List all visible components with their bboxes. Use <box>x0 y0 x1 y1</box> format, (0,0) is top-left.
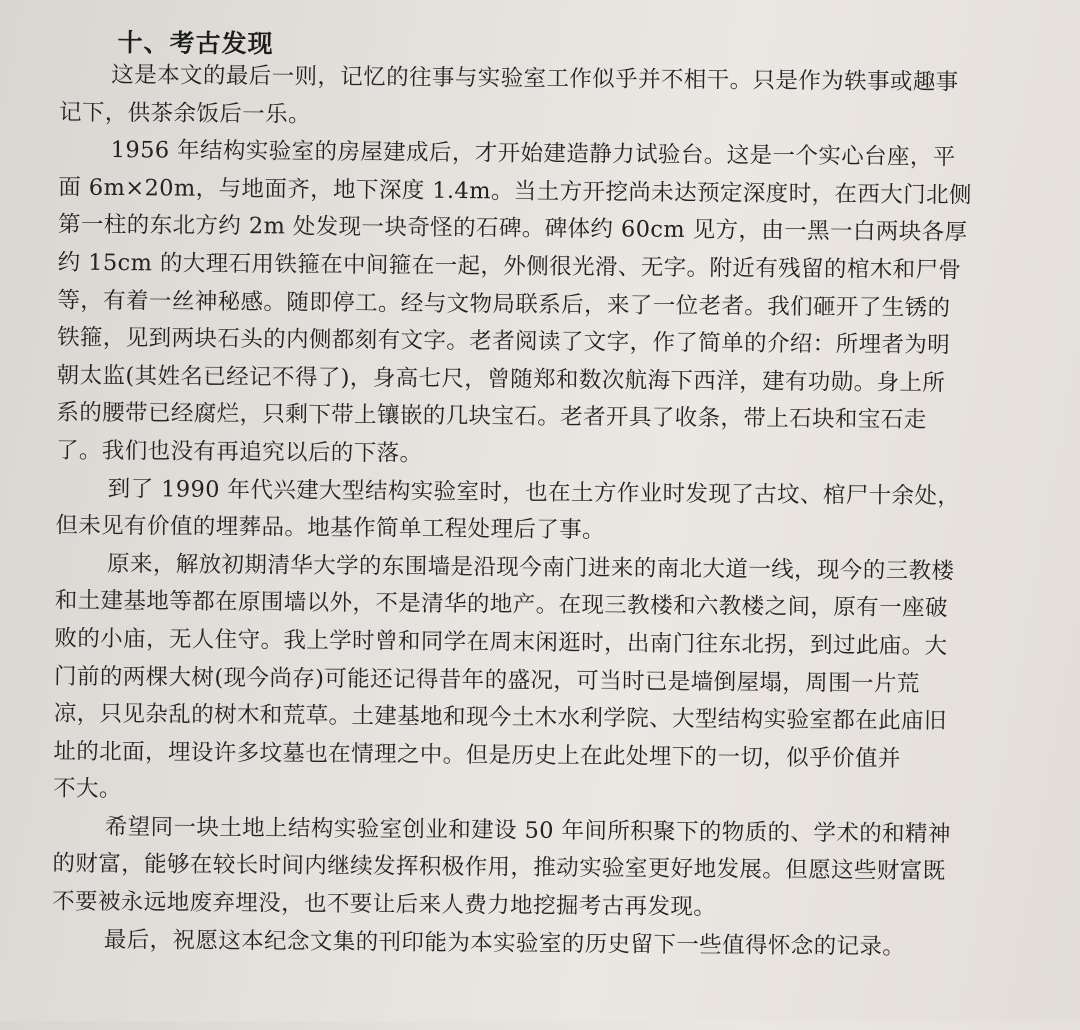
paragraph <box>59 57 1040 141</box>
text-line: 不大。 <box>53 775 122 803</box>
text-line: 1956 年结构实验室的房屋建成后，才开始建造静力试验台。这是一个实心台座，平 <box>110 137 956 171</box>
text-line: 等，有着一丝神秘感。随即停工。经与文物局联系后，来了一位老者。我们砸开了生锈的 <box>57 287 951 321</box>
section-heading: 十、考古发现 <box>117 28 274 59</box>
paragraph <box>53 545 1035 817</box>
text-line: 系的腰带已经腐烂，只剩下带上镶嵌的几块宝石。老者开具了收条，带上石块和宝石走 <box>56 399 927 434</box>
text-line: 希望同一块土地上结构实验室创业和建设 50 年间所积聚下的物质的、学术的和精神 <box>104 813 951 848</box>
paragraph <box>52 808 1033 929</box>
text-line: 败的小庙，无人住守。我上学时曾和同学在周末闲逛时，出南门往东北拐，到过此庙。大 <box>54 625 948 660</box>
text-line: 门前的两棵大树(现今尚存)可能还记得昔年的盛况，可当时已是墙倒屋塌，周围一片荒 <box>53 662 920 697</box>
text-line: 最后，祝愿这本纪念文集的刊印能为本实验室的历史留下一些值得怀念的记录。 <box>103 926 906 960</box>
text-line: 的财富，能够在较长时间内继续发挥积极作用，推动实验室更好地发展。但愿这些财富既 <box>52 850 946 885</box>
text-line: 这是本文的最后一则，记忆的往事与实验室工作似乎并不相干。只是作为轶事或趣事 <box>111 61 959 96</box>
text-line: 但未见有价值的埋葬品。地基作简单工程处理后了事。 <box>55 512 606 544</box>
text-line: 址的北面，埋设许多坟墓也在情理之中。但是历史上在此处埋下的一切，似乎价值并 <box>53 738 901 772</box>
text-line: 不要被永远地废弃埋没，也不要让后来人费力地挖掘考古再发现。 <box>52 888 717 921</box>
paragraph <box>56 132 1039 479</box>
text-line: 第一柱的东北方约 2m 处发现一块奇怪的石碑。碑体约 60cm 见方，由一黑一白两块各厚 <box>57 211 968 246</box>
paragraph <box>52 921 1032 967</box>
text-line: 和土建基地等都在原围墙以外，不是清华的地产。在现三教楼和六教楼之间，原有一座破 <box>54 587 948 622</box>
text-line: 了。我们也没有再追究以后的下落。 <box>55 437 423 467</box>
text-line: 凉，只见杂乱的树木和荒草。土建基地和现今土木水利学院、大型结构实验室都在此庙旧 <box>53 700 947 735</box>
text-line: 面 6m×20m，与地面齐，地下深度 1.4m。当土方开挖尚未达预定深度时，在西大门北侧 <box>58 174 972 209</box>
text-line: 铁箍，见到两块石头的内侧都刻有文字。老者阅读了文字，作了简单的介绍：所埋者为明 <box>56 324 951 359</box>
text-line: 到了 1990 年代兴建大型结构实验室时，也在土方作业时发现了古坟、棺尸十余处， <box>107 475 961 509</box>
text-line: 原来，解放初期清华大学的东围墙是沿现今南门进来的南北大道一线，现今的三教楼 <box>106 550 955 585</box>
paragraph <box>55 470 1036 554</box>
text-line: 记下，供茶余饭后一乐。 <box>58 99 312 128</box>
text-line: 约 15cm 的大理石用铁箍在中间箍在一起，外侧很光滑、无字。附近有残留的棺木和尸骨 <box>57 249 962 284</box>
body-text <box>52 57 1040 968</box>
text-line: 朝太监(其姓名已经记不得了)，身高七尺，曾随郑和数次航海下西洋，建有功勋。身上所 <box>56 362 946 397</box>
